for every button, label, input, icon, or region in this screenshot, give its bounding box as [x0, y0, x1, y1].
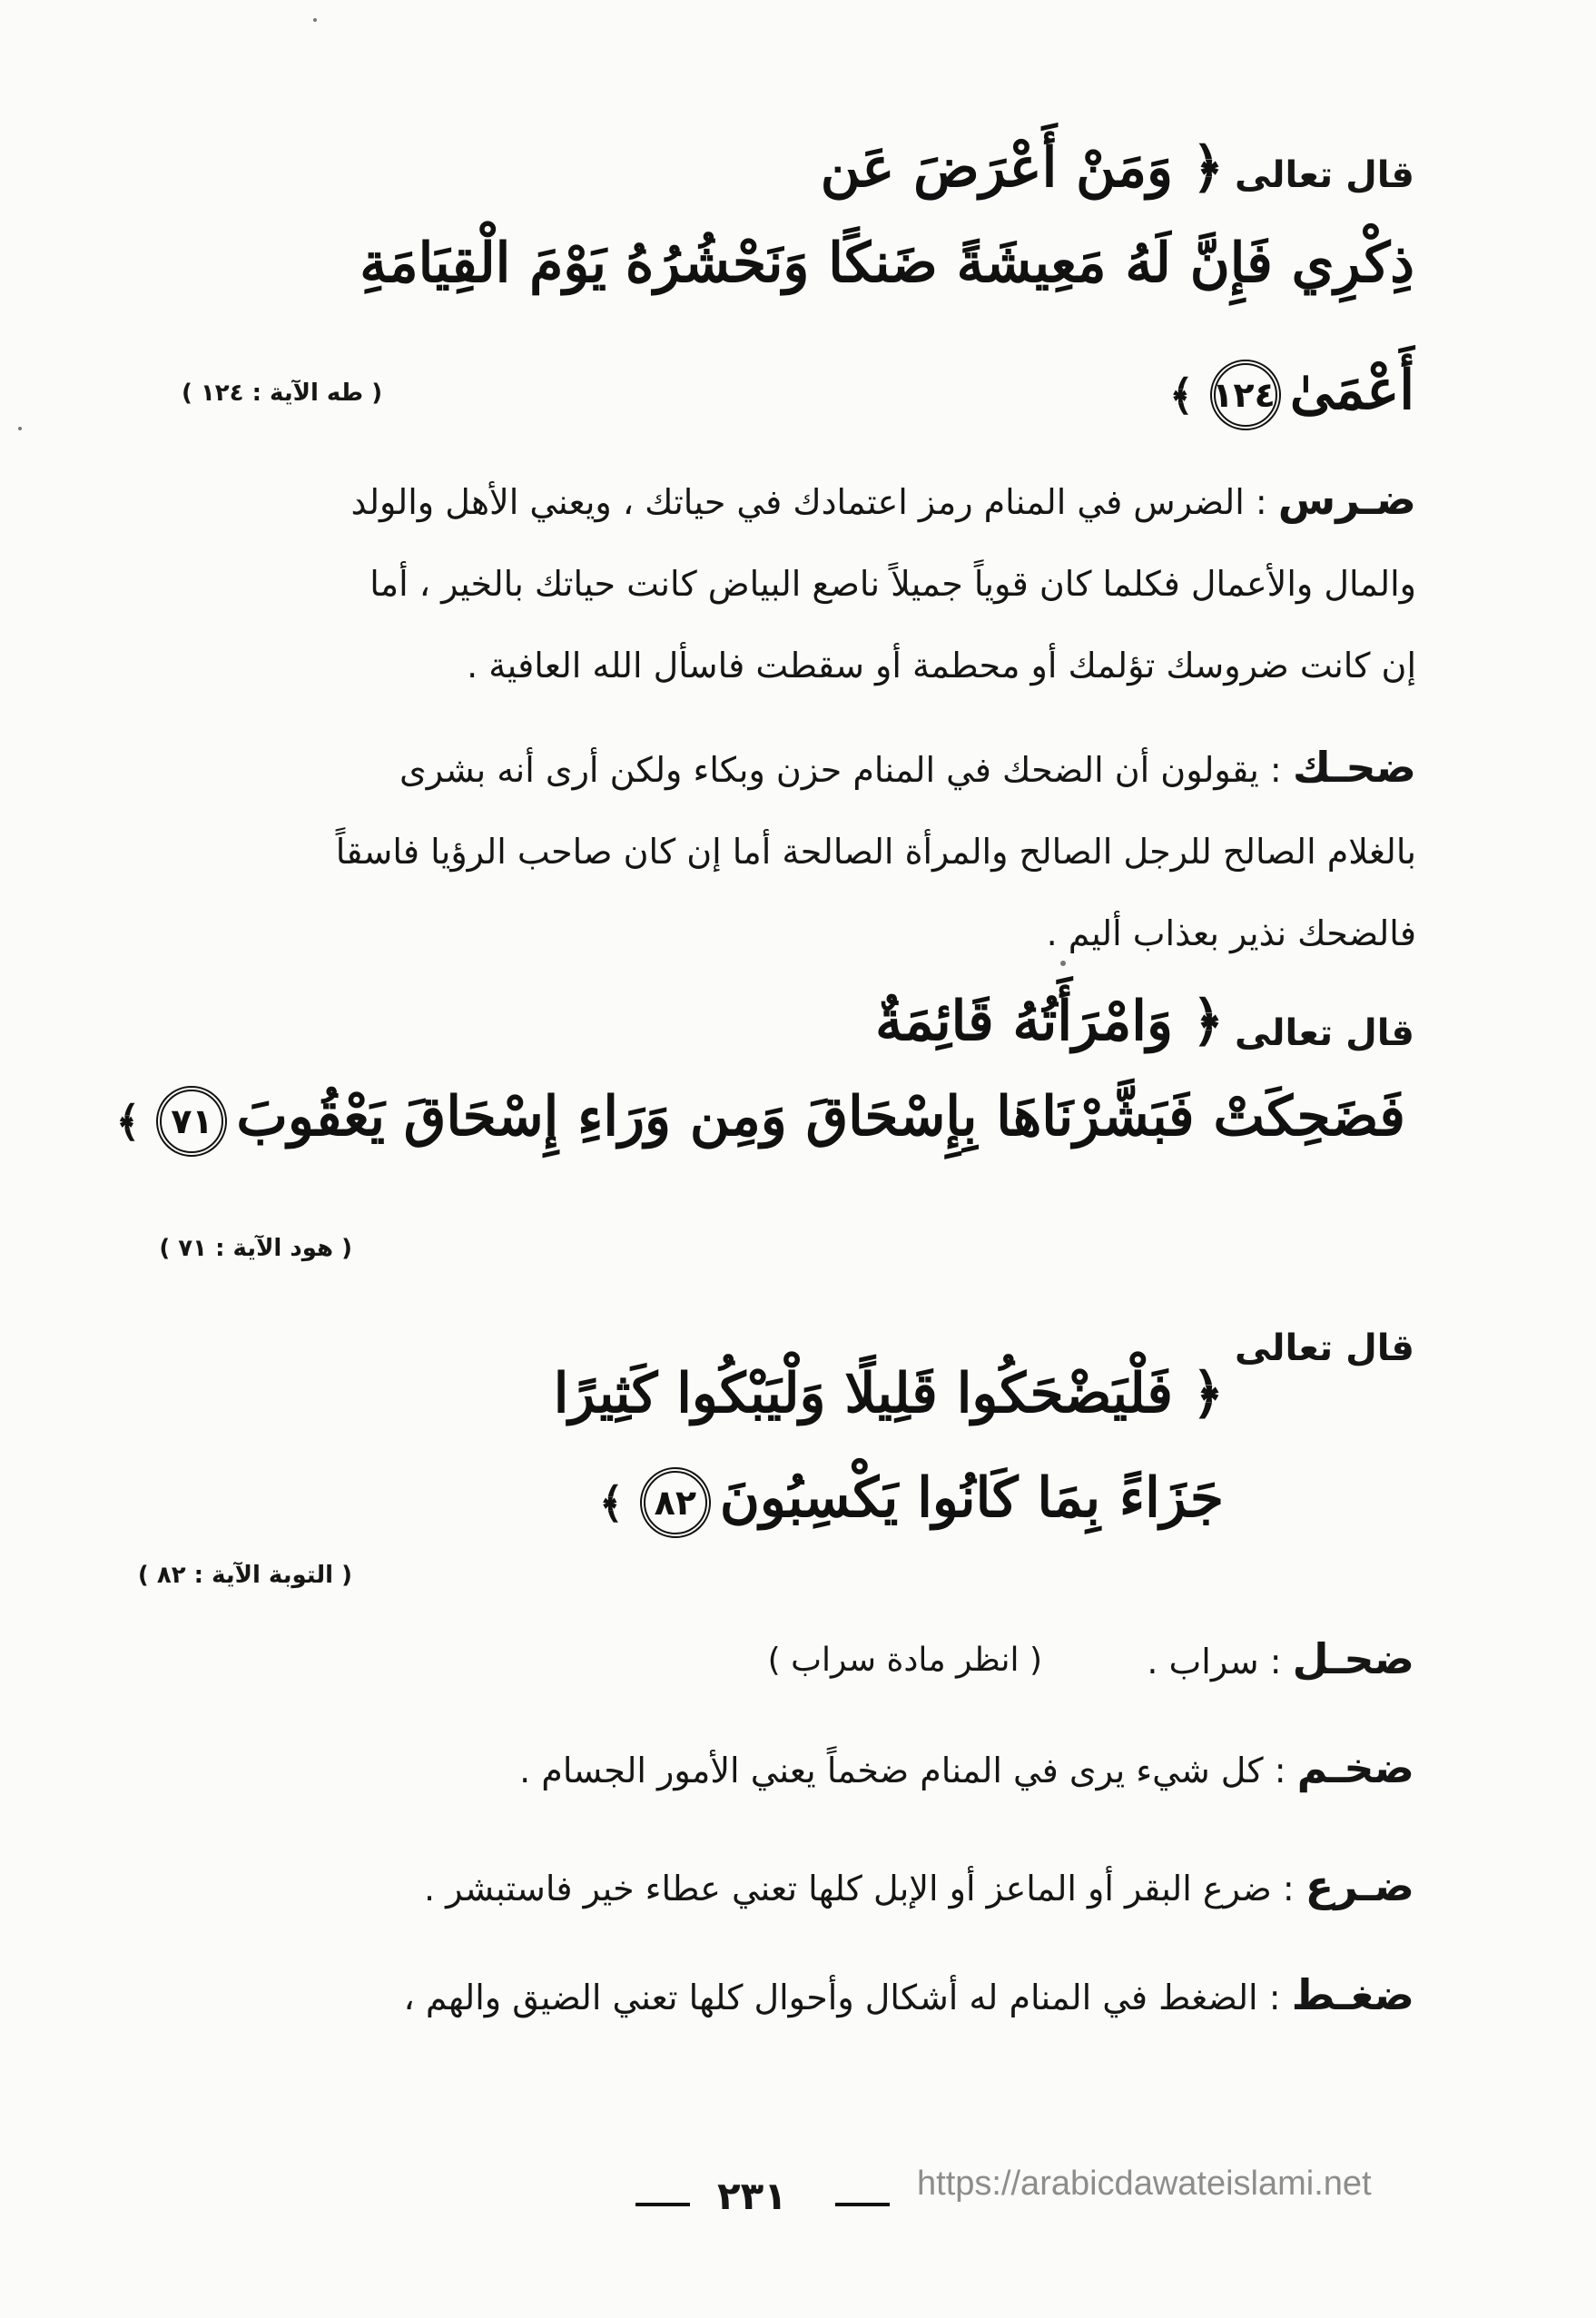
- entry-text: : ضرع البقر أو الماعز أو الإبل كلها تعني عطاء خير فاستبشر .: [424, 1869, 1295, 1909]
- verse-line-with-ayah: [592, 1466, 1224, 1538]
- verse-line: ﴿ وَمَنْ أَعْرَضَ عَن: [820, 136, 1224, 200]
- verse-reference: ( التوبة الآية : ٨٢ ): [137, 1562, 352, 1589]
- qal-taala-label: قال تعالى: [1235, 1012, 1414, 1054]
- verse-line-with-ayah: [1162, 359, 1414, 430]
- entry-line: فالضحك نذير بعذاب أليم .: [1046, 913, 1416, 953]
- entry-dar: [424, 1861, 1414, 1910]
- ink-speck: [1060, 961, 1066, 966]
- ayah-number-badge: ٧١: [156, 1086, 227, 1157]
- entry-headword: ضخـم: [1296, 1743, 1414, 1792]
- verse-line: ذِكْرِي فَإِنَّ لَهُ مَعِيشَةً ضَنكًا وَنَحْشُرُهُ يَوْمَ الْقِيَامَةِ: [360, 232, 1414, 295]
- entry-line: : الضرس في المنام رمز اعتمادك في حياتك ، ويعني الأهل والولد: [350, 482, 1267, 522]
- entry-text: : الضغط في المنام له أشكال وأحوال كلها تعني الضيق والهم ،: [403, 1978, 1281, 2017]
- page-number-dash: [635, 2203, 690, 2206]
- entry-dahl: [1147, 1634, 1414, 1683]
- entry-text: : كل شيء يرى في المنام ضخماً يعني الأمور الجسام .: [519, 1751, 1286, 1790]
- verse-line-with-ayah: [108, 1085, 1405, 1157]
- close-bracket-ornament: ﴾: [115, 1096, 141, 1146]
- entry-headword: ضـرع: [1305, 1861, 1414, 1910]
- verse-text: فَضَحِكَتْ فَبَشَّرْنَاهَا بِإِسْحَاقَ وَمِن وَرَاءِ إِسْحَاقَ يَعْقُوبَ: [236, 1085, 1405, 1149]
- entry-headword: ضغـط: [1291, 1970, 1414, 2019]
- verse-line: ﴿ فَلْيَضْحَكُوا قَلِيلًا وَلْيَبْكُوا كَثِيرًا: [553, 1362, 1224, 1425]
- entry-dahik: [172, 726, 1416, 974]
- close-bracket-ornament: ﴾: [1168, 370, 1194, 419]
- scan-speck: [18, 427, 22, 430]
- verse-line: ﴿ وَامْرَأَتُهُ قَائِمَةٌ: [875, 990, 1224, 1053]
- verse-reference: ( هود الآية : ٧١ ): [159, 1235, 352, 1262]
- entry-line: بالغلام الصالح للرجل الصالح والمرأة الصالحة أما إن كان صاحب الرؤيا فاسقاً: [335, 832, 1416, 872]
- verse-text: جَزَاءً بِمَا كَانُوا يَكْسِبُونَ: [719, 1466, 1224, 1530]
- watermark-url: https://arabicdawateislami.net: [917, 2165, 1372, 2203]
- qal-taala-label: قال تعالى: [1235, 154, 1414, 196]
- entry-cross-reference: ( انظر مادة سراب ): [767, 1642, 1042, 1679]
- entry-dakhm: [519, 1743, 1414, 1792]
- entry-headword: ضحـك: [1292, 743, 1416, 792]
- entry-line: إن كانت ضروسك تؤلمك أو محطمة أو سقطت فاسأل الله العافية .: [467, 646, 1416, 686]
- ayah-number-badge: ٨٢: [640, 1467, 711, 1538]
- entry-headword: ضـرس: [1277, 475, 1416, 524]
- entry-line: : يقولون أن الضحك في المنام حزن وبكاء ولكن أرى أنه بشرى: [399, 750, 1282, 790]
- qal-taala-label: قال تعالى: [1235, 1327, 1414, 1369]
- scan-speck: [313, 18, 317, 22]
- page-footer: [0, 2161, 1596, 2234]
- entry-line: والمال والأعمال فكلما كان قوياً جميلاً ناصع البياض كانت حياتك بالخير ، أما: [369, 564, 1416, 604]
- entry-headword: ضحـل: [1292, 1634, 1414, 1683]
- entry-text: : سراب .: [1147, 1642, 1282, 1682]
- page-number-dash: [835, 2203, 890, 2206]
- close-bracket-ornament: ﴾: [598, 1477, 624, 1527]
- verse-reference: ( طه الآية : ١٢٤ ): [182, 380, 383, 407]
- verse-text: أَعْمَىٰ: [1289, 359, 1414, 422]
- ayah-number-badge: ١٢٤: [1210, 360, 1281, 430]
- entry-dirs: [172, 459, 1416, 706]
- entry-daght: [403, 1970, 1414, 2019]
- page-number: ٢٣١: [717, 2174, 787, 2218]
